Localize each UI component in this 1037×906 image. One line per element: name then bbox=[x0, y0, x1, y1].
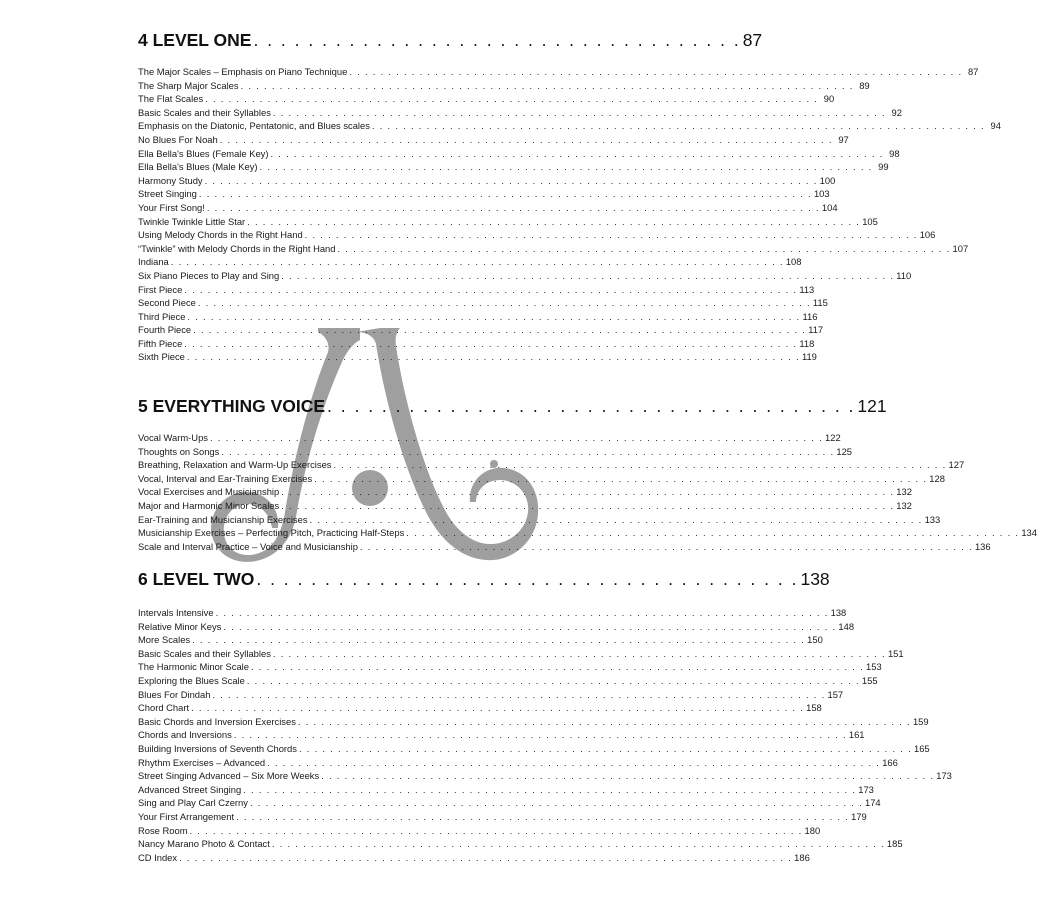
dot-leader: . . . . . . . . . . . . . . . . . . . . . . . . . . . . . . . . . . . . bbox=[253, 30, 741, 50]
entry-page-number: 180 bbox=[804, 824, 821, 836]
toc-entry bbox=[138, 458, 965, 472]
entry-page-number: 155 bbox=[861, 674, 878, 686]
entry-title: Sixth Piece bbox=[138, 351, 185, 363]
entry-page-number: 157 bbox=[827, 688, 844, 700]
entry-title: Street Singing Advanced – Six More Weeks bbox=[138, 770, 320, 782]
toc-entry bbox=[138, 92, 835, 106]
entry-title: Rhythm Exercises – Advanced bbox=[138, 756, 266, 768]
dot-leader: . . . . . . . . . . . . . . . . . . . . . . . . . . . . . . . . . . . . . . . bbox=[327, 396, 856, 416]
toc-entry bbox=[138, 810, 867, 824]
entry-title: Relative Minor Keys bbox=[138, 620, 222, 632]
dot-leader: . . . . . . . . . . . . . . . . . . . . . . . . . . . . . . . . . . . . . . . . . . . . . . . . . . . . . . . . . . . . . . . . . . . . . . . . . . . . . . . bbox=[205, 93, 819, 105]
toc-entry bbox=[138, 796, 881, 810]
entry-page-number: 148 bbox=[838, 620, 855, 632]
dot-leader: . . . . . . . . . . . . . . . . . . . . . . . . . . . . . . . . . . . . . . . . . . . . . . . . . . . . . . . . . . . . . . . . . . . . . . . . . . . . . . . bbox=[197, 297, 811, 309]
dot-leader: . . . . . . . . . . . . . . . . . . . . . . . . . . . . . . . . . . . . . . . . . . . . . . . . . . . . . . . . . . . . . . . . . . . . . . . . . . . . . . . bbox=[219, 133, 833, 145]
toc-entry bbox=[138, 242, 969, 256]
toc-entry bbox=[138, 119, 1001, 133]
entry-title: The Harmonic Minor Scale bbox=[138, 661, 249, 673]
entry-page-number: 136 bbox=[974, 540, 991, 552]
entry-title: Thoughts on Songs bbox=[138, 445, 220, 457]
dot-leader: . . . . . . . . . . . . . . . . . . . . . . . . . . . . . . . . . . . . . . . . . . . . . . . . . . . . . . . . . . . . . . . . . . . . . . . . . . . . . . . bbox=[209, 432, 824, 443]
dot-leader: . . . . . . . . . . . . . . . . . . . . . . . . . . . . . . . . . . . . . . . . . . . . . . . . . . . . . . . . . . . . . . . . . . . . . . . . . . . . . . . bbox=[240, 79, 854, 91]
dot-leader: . . . . . . . . . . . . . . . . . . . . . . . . . . . . . . . . . . . . . . . . . . . . . . . . . . . . . . . . . . . . . . . . . . . . . . . . . . . . . . . bbox=[246, 674, 860, 686]
entry-page-number: 116 bbox=[802, 310, 818, 322]
chapter-heading bbox=[138, 396, 887, 416]
dot-leader: . . . . . . . . . . . . . . . . . . . . . . . . . . . . . . . . . . . . . . . . . . . . . . . . . . . . . . . . . . . . . . . . . . . . . . . . . . . . . . . bbox=[186, 351, 800, 363]
toc-entry bbox=[138, 620, 855, 634]
entry-page-number: 99 bbox=[878, 161, 889, 173]
toc-entry bbox=[138, 728, 865, 742]
entry-title: “Twinkle” with Melody Chords in the Right Hand bbox=[138, 242, 336, 254]
entry-title: The Major Scales – Emphasis on Piano Technique bbox=[138, 66, 348, 77]
entry-page-number: 138 bbox=[830, 607, 847, 618]
entry-page-number: 94 bbox=[990, 120, 1001, 132]
entry-title: CD Index bbox=[138, 851, 178, 863]
entry-page-number: 132 bbox=[896, 499, 912, 511]
toc-entry bbox=[138, 715, 929, 729]
entry-title: Chords and Inversions bbox=[138, 729, 232, 741]
dot-leader: . . . . . . . . . . . . . . . . . . . . . . . . . . . . . . . . . . . . . . . . . . . . . . . . . . . . . . . . . . . . . . . . . . . . . . . . . . . . . . . bbox=[298, 742, 912, 754]
toc-entry bbox=[138, 633, 823, 647]
entry-title: First Piece bbox=[138, 283, 183, 295]
entry-title: Basic Chords and Inversion Exercises bbox=[138, 715, 296, 727]
entry-title: Chord Chart bbox=[138, 702, 190, 714]
toc-entry bbox=[138, 606, 847, 620]
entry-page-number: 89 bbox=[859, 79, 870, 91]
toc-entry bbox=[138, 187, 830, 201]
dot-leader: . . . . . . . . . . . . . . . . . . . . . . . . . . . . . . . . . . . . . . . . . . . . . . . . . . . . . . . . . . . . . . . . . . . . . . . . . . . . . . . bbox=[193, 324, 807, 336]
chapter-4-section bbox=[138, 30, 1001, 364]
entry-page-number: 106 bbox=[919, 229, 936, 241]
toc-entry bbox=[138, 269, 912, 283]
entry-title: More Scales bbox=[138, 634, 191, 646]
toc-entry bbox=[138, 106, 902, 120]
toc-entry bbox=[138, 215, 878, 229]
chapter-page-number: 87 bbox=[742, 30, 763, 50]
toc-entry bbox=[138, 174, 836, 188]
dot-leader: . . . . . . . . . . . . . . . . . . . . . . . . . . . . . . . . . . . . . . . . . . . . . . . . . . . . . . . . . . . . . . . . . . . . . . . . . . . . . . . bbox=[198, 188, 812, 200]
entry-page-number: 98 bbox=[889, 147, 900, 159]
entry-title: Fifth Piece bbox=[138, 337, 183, 349]
chapter-page-number: 138 bbox=[800, 569, 830, 589]
dot-leader: . . . . . . . . . . . . . . . . . . . . . . . . . . . . . . . . . . . . . . . . . . . . . . . . . . . . . . . . . . . . . . . . . . . . . . . . . . . . . . . bbox=[333, 459, 947, 471]
toc-entry bbox=[138, 674, 878, 688]
chapter-5-entries bbox=[138, 431, 1037, 553]
toc-entry bbox=[138, 160, 889, 174]
dot-leader: . . . . . . . . . . . . . . . . . . . . . . . . . . . . . . . . . . . . . . . . . . . . . . . . . . . . . . . . . . . . . . . . . . . . . . . . . . . . . . . bbox=[236, 810, 850, 822]
entry-title: Vocal Exercises and Musicianship bbox=[138, 486, 280, 498]
toc-entry bbox=[138, 701, 822, 715]
chapter-6-section bbox=[138, 569, 952, 864]
toc-entry bbox=[138, 824, 821, 838]
chapter-page-number: 121 bbox=[857, 396, 887, 416]
entry-page-number: 113 bbox=[799, 283, 815, 295]
entry-page-number: 174 bbox=[865, 797, 881, 809]
entry-title: Building Inversions of Seventh Chords bbox=[138, 742, 297, 754]
entry-page-number: 186 bbox=[794, 851, 810, 863]
entry-page-number: 92 bbox=[891, 106, 902, 118]
entry-page-number: 185 bbox=[886, 838, 903, 850]
entry-page-number: 97 bbox=[838, 133, 849, 145]
dot-leader: . . . . . . . . . . . . . . . . . . . . . . . . . . . . . . . . . . . . . . . . . . . . . . . . . . . . . . . . . . . . . . . . . . . . . . . . . . . . . . . bbox=[243, 783, 857, 795]
dot-leader: . . . . . . . . . . . . . . . . . . . . . . . . . . . . . . . . . . . . . . . . . . . . . . . . . . . . . . . . . . . . . . . . . . . . . . . . . . . . . . . bbox=[233, 729, 847, 741]
entry-title: Ella Bella's Blues (Female Key) bbox=[138, 147, 269, 159]
entry-page-number: 118 bbox=[799, 337, 815, 349]
entry-page-number: 134 bbox=[1021, 527, 1037, 539]
dot-leader: . . . . . . . . . . . . . . . . . . . . . . . . . . . . . . . . . . . . . . . . . . . . . . . . . . . . . . . . . . . . . . . . . . . . . . . . . . . . . . . bbox=[189, 824, 803, 836]
dot-leader: . . . . . . . . . . . . . . . . . . . . . . . . . . . . . . . . . . . . . . . . . . . . . . . . . . . . . . . . . . . . . . . . . . . . . . . . . . . . . . . bbox=[304, 229, 918, 241]
entry-title: Sing and Play Carl Czerny bbox=[138, 797, 248, 809]
entry-title: The Flat Scales bbox=[138, 93, 204, 105]
entry-title: Musicianship Exercises – Perfecting Pitch, Practicing Half-Steps bbox=[138, 527, 405, 539]
entry-title: Ear-Training and Musicianship Exercises bbox=[138, 513, 308, 525]
toc-entry bbox=[138, 540, 991, 554]
toc-entry bbox=[138, 756, 898, 770]
toc-entry bbox=[138, 851, 810, 865]
toc-entry bbox=[138, 296, 828, 310]
chapter-title: 5 EVERYTHING VOICE bbox=[138, 396, 326, 416]
dot-leader: . . . . . . . . . . . . . . . . . . . . . . . . . . . . . . . . . . . . . . . . . . . . . . . . . . . . . . . . . . . . . . . . . . . . . . . . . . . . . . . bbox=[314, 472, 928, 484]
entry-page-number: 103 bbox=[813, 188, 830, 200]
entry-page-number: 87 bbox=[967, 66, 979, 77]
entry-page-number: 104 bbox=[821, 201, 838, 213]
dot-leader: . . . . . . . . . . . . . . . . . . . . . . . . . . . . . . . . . . . . . . . . . . . . . . . . . . . . . . . . . . . . . . . . . . . . . . . . . . . . . . . bbox=[247, 215, 861, 227]
toc-entry bbox=[138, 255, 802, 269]
entry-title: Fourth Piece bbox=[138, 324, 192, 336]
dot-leader: . . . . . . . . . . . . . . . . . . . . . . . . . . . . . . . . . . . . . . . . . . . . . . . . . . . . . . . . . . . . . . . . . . . . . . . . . . . . . . . bbox=[179, 851, 793, 863]
toc-entry bbox=[138, 837, 903, 851]
entry-title: Street Singing bbox=[138, 188, 197, 200]
entry-page-number: 166 bbox=[882, 756, 898, 768]
dot-leader: . . . . . . . . . . . . . . . . . . . . . . . . . . . . . . . . . . . . . . . . . . . . . . . . . . . . . . . . . . . . . . . . . . . . . . . . . . . . . . . bbox=[249, 797, 863, 809]
dot-leader: . . . . . . . . . . . . . . . . . . . . . . . . . . . . . . . . . . . . . . . . . . . . . . . . . . . . . . . . . . . . . . . . . . . . . . . . . . . . . . . bbox=[371, 120, 985, 132]
dot-leader: . . . . . . . . . . . . . . . . . . . . . . . . . . . . . . . . . . . . . . . . . . . . . . . . . . . . . . . . . . . . . . . . . . . . . . . . . . . . . . . bbox=[215, 607, 829, 618]
dot-leader: . . . . . . . . . . . . . . . . . . . . . . . . . . . . . . . . . . . . . . . . . . . . . . . . . . . . . . . . . . . . . . . . . . . . . . . . . . . . . . . bbox=[187, 310, 801, 322]
dot-leader: . . . . . . . . . . . . . . . . . . . . . . . . . . . . . . . . . . . . . . . . . . . . . . . . . . . . . . . . . . . . . . . . . . . . . . . . . . . . . . . bbox=[221, 445, 835, 457]
entry-title: Basic Scales and their Syllables bbox=[138, 106, 271, 118]
entry-title: Breathing, Relaxation and Warm-Up Exercises bbox=[138, 459, 332, 471]
entry-title: Indiana bbox=[138, 256, 169, 268]
chapter-heading bbox=[138, 30, 763, 50]
dot-leader: . . . . . . . . . . . . . . . . . . . . . . . . . . . . . . . . . . . . . . . . . . . . . . . . . . . . . . . . . . . . . . . . . . . . . . . . . . . . . . . bbox=[223, 620, 837, 632]
entry-title: Advanced Street Singing bbox=[138, 783, 242, 795]
entry-title: Vocal Warm-Ups bbox=[138, 432, 208, 443]
toc-entry bbox=[138, 526, 1037, 540]
toc-entry bbox=[138, 769, 952, 783]
toc-entry bbox=[138, 310, 818, 324]
dot-leader: . . . . . . . . . . . . . . . . . . . . . . . . . . . . . . . . . . . . . . . . . . . . . . . . . . . . . . . . . . . . . . . . . . . . . . . . . . . . . . . bbox=[259, 161, 873, 173]
dot-leader: . . . . . . . . . . . . . . . . . . . . . . . . . . . . . . . . . . . . . . . . . . . . . . . . . . . . . . . . . . . . . . . . . . . . . . . . . . . . . . . bbox=[272, 106, 886, 118]
entry-title: Nancy Marano Photo & Contact bbox=[138, 838, 270, 850]
toc-entry bbox=[138, 431, 841, 445]
entry-title: Using Melody Chords in the Right Hand bbox=[138, 229, 303, 241]
entry-page-number: 132 bbox=[896, 486, 912, 498]
dot-leader: . . . . . . . . . . . . . . . . . . . . . . . . . . . . . . . . . . . . . . . . . . . . . . . . . . . . . . . . . . . . . . . . . . . . . . . . . . . . . . . bbox=[212, 688, 826, 700]
chapter-heading bbox=[138, 569, 830, 589]
entry-page-number: 125 bbox=[836, 445, 853, 457]
toc-entry bbox=[138, 742, 930, 756]
entry-title: Twinkle Twinkle Little Star bbox=[138, 215, 246, 227]
entry-title: Second Piece bbox=[138, 297, 196, 309]
toc-entry bbox=[138, 201, 838, 215]
dot-leader: . . . . . . . . . . . . . . . . . . . . . . . . . . . . . . . . . . . . . . . . . . . . . . . . . . . . . . . . . . . . . . . . . . . . . . . . . . . . . . . bbox=[281, 269, 895, 281]
toc-entry bbox=[138, 337, 815, 351]
toc-entry bbox=[138, 147, 900, 161]
dot-leader: . . . . . . . . . . . . . . . . . . . . . . . . . . . . . . . . . . . . . . . . . . . . . . . . . . . . . . . . . . . . . . . . . . . . . . . . . . . . . . . bbox=[206, 201, 820, 213]
toc-entry bbox=[138, 79, 870, 93]
toc-entry bbox=[138, 65, 979, 79]
entry-page-number: 115 bbox=[812, 297, 828, 309]
dot-leader: . . . . . . . . . . . . . . . . . . . . . . . . . . . . . . . . . . . . . . . . . . . . . . . . . . . . . . . . . . . . . . . . . . . . . . . . . . . . . . . bbox=[250, 661, 865, 673]
entry-page-number: 105 bbox=[862, 215, 878, 227]
dot-leader: . . . . . . . . . . . . . . . . . . . . . . . . . . . . . . . . . . . . . . . . . . . . . . . . . . . . . . . . . . . . . . . . . . . . . . . . . . . . . . . bbox=[191, 702, 805, 714]
dot-leader: . . . . . . . . . . . . . . . . . . . . . . . . . . . . . . . . . . . . . . . . . . . . . . . . . . . . . . . . . . . . . . . . . . . . . . . . . . . . . . . bbox=[192, 634, 806, 646]
entry-page-number: 150 bbox=[807, 634, 823, 646]
toc-entry bbox=[138, 283, 815, 297]
entry-page-number: 100 bbox=[819, 174, 836, 186]
entry-page-number: 159 bbox=[912, 715, 929, 727]
entry-page-number: 108 bbox=[785, 256, 802, 268]
dot-leader: . . . . . . . . . . . . . . . . . . . . . . . . . . . . . . . . . . . . . . . . . . . . . . . . . . . . . . . . . . . . . . . . . . . . . . . . . . . . . . . bbox=[184, 283, 798, 295]
dot-leader: . . . . . . . . . . . . . . . . . . . . . . . . . . . . . . . . . . . . . . . . . . . . . . . . . . . . . . . . . . . . . . . . . . . . . . . . . . . . . . . bbox=[272, 647, 886, 659]
entry-title: Third Piece bbox=[138, 310, 186, 322]
chapter-title: 4 LEVEL ONE bbox=[138, 30, 252, 50]
entry-title: Vocal, Interval and Ear-Training Exercises bbox=[138, 472, 313, 484]
entry-title: Ella Bella's Blues (Male Key) bbox=[138, 161, 258, 173]
toc-entry bbox=[138, 445, 853, 459]
entry-page-number: 110 bbox=[896, 269, 912, 281]
entry-page-number: 153 bbox=[866, 661, 882, 673]
entry-page-number: 158 bbox=[806, 702, 822, 714]
entry-page-number: 127 bbox=[948, 459, 965, 471]
entry-title: The Sharp Major Scales bbox=[138, 79, 239, 91]
entry-title: Exploring the Blues Scale bbox=[138, 674, 245, 686]
entry-page-number: 119 bbox=[801, 351, 817, 363]
entry-page-number: 179 bbox=[851, 810, 867, 822]
entry-page-number: 117 bbox=[808, 324, 824, 336]
toc-entry bbox=[138, 513, 941, 527]
toc-entry bbox=[138, 647, 904, 661]
toc-entry bbox=[138, 688, 844, 702]
chapter-6-entries bbox=[138, 606, 952, 864]
chapter-5-section bbox=[138, 396, 1037, 553]
entry-title: Major and Harmonic Minor Scales bbox=[138, 499, 280, 511]
dot-leader: . . . . . . . . . . . . . . . . . . . . . . . . . . . . . . . . . . . . . . . . . . . . . . . . . . . . . . . . . . . . . . . . . . . . . . . . . . . . . . . bbox=[281, 499, 895, 511]
entry-page-number: 122 bbox=[825, 432, 841, 443]
toc-entry bbox=[138, 350, 817, 364]
entry-page-number: 107 bbox=[952, 242, 969, 254]
dot-leader: . . . . . . . . . . . . . . . . . . . . . . . . . . . . . . . . . . . . . . . . bbox=[256, 569, 799, 589]
entry-page-number: 90 bbox=[823, 93, 835, 105]
entry-title: Basic Scales and their Syllables bbox=[138, 647, 271, 659]
entry-title: Your First Song! bbox=[138, 201, 205, 213]
toc-entry bbox=[138, 660, 882, 674]
dot-leader: . . . . . . . . . . . . . . . . . . . . . . . . . . . . . . . . . . . . . . . . . . . . . . . . . . . . . . . . . . . . . . . . . . . . . . . . . . . . . . . bbox=[270, 147, 884, 159]
dot-leader: . . . . . . . . . . . . . . . . . . . . . . . . . . . . . . . . . . . . . . . . . . . . . . . . . . . . . . . . . . . . . . . . . . . . . . . . . . . . . . . bbox=[309, 513, 923, 525]
entry-page-number: 151 bbox=[887, 647, 904, 659]
dot-leader: . . . . . . . . . . . . . . . . . . . . . . . . . . . . . . . . . . . . . . . . . . . . . . . . . . . . . . . . . . . . . . . . . . . . . . . . . . . . . . . bbox=[281, 486, 895, 498]
entry-page-number: 128 bbox=[929, 472, 945, 484]
dot-leader: . . . . . . . . . . . . . . . . . . . . . . . . . . . . . . . . . . . . . . . . . . . . . . . . . . . . . . . . . . . . . . . . . . . . . . . . . . . . . . . bbox=[170, 256, 784, 268]
toc-entry bbox=[138, 133, 849, 147]
entry-title: Scale and Interval Practice – Voice and Musicianship bbox=[138, 540, 358, 552]
entry-title: Blues For Dindah bbox=[138, 688, 211, 700]
toc-entry bbox=[138, 228, 936, 242]
entry-title: Intervals Intensive bbox=[138, 607, 214, 618]
toc-entry bbox=[138, 323, 824, 337]
toc-entry bbox=[138, 485, 912, 499]
dot-leader: . . . . . . . . . . . . . . . . . . . . . . . . . . . . . . . . . . . . . . . . . . . . . . . . . . . . . . . . . . . . . . . . . . . . . . . . . . . . . . . bbox=[359, 540, 973, 552]
entry-title: No Blues For Noah bbox=[138, 133, 218, 145]
entry-page-number: 173 bbox=[858, 783, 874, 795]
dot-leader: . . . . . . . . . . . . . . . . . . . . . . . . . . . . . . . . . . . . . . . . . . . . . . . . . . . . . . . . . . . . . . . . . . . . . . . . . . . . . . . bbox=[321, 770, 935, 782]
entry-page-number: 133 bbox=[924, 513, 941, 525]
dot-leader: . . . . . . . . . . . . . . . . . . . . . . . . . . . . . . . . . . . . . . . . . . . . . . . . . . . . . . . . . . . . . . . . . . . . . . . . . . . . . . . bbox=[406, 527, 1020, 539]
toc-entry bbox=[138, 499, 912, 513]
entry-page-number: 165 bbox=[914, 742, 930, 754]
entry-title: Your First Arrangement bbox=[138, 810, 235, 822]
chapter-4-entries bbox=[138, 65, 1001, 364]
entry-title: Rose Room bbox=[138, 824, 188, 836]
entry-page-number: 173 bbox=[936, 770, 952, 782]
entry-title: Emphasis on the Diatonic, Pentatonic, and Blues scales bbox=[138, 120, 370, 132]
dot-leader: . . . . . . . . . . . . . . . . . . . . . . . . . . . . . . . . . . . . . . . . . . . . . . . . . . . . . . . . . . . . . . . . . . . . . . . . . . . . . . . bbox=[267, 756, 881, 768]
entry-page-number: 161 bbox=[848, 729, 865, 741]
dot-leader: . . . . . . . . . . . . . . . . . . . . . . . . . . . . . . . . . . . . . . . . . . . . . . . . . . . . . . . . . . . . . . . . . . . . . . . . . . . . . . . bbox=[204, 174, 818, 186]
dot-leader: . . . . . . . . . . . . . . . . . . . . . . . . . . . . . . . . . . . . . . . . . . . . . . . . . . . . . . . . . . . . . . . . . . . . . . . . . . . . . . . bbox=[349, 66, 963, 77]
dot-leader: . . . . . . . . . . . . . . . . . . . . . . . . . . . . . . . . . . . . . . . . . . . . . . . . . . . . . . . . . . . . . . . . . . . . . . . . . . . . . . . bbox=[271, 838, 885, 850]
entry-title: Six Piano Pieces to Play and Sing bbox=[138, 269, 280, 281]
toc-entry bbox=[138, 472, 945, 486]
chapter-title: 6 LEVEL TWO bbox=[138, 569, 255, 589]
dot-leader: . . . . . . . . . . . . . . . . . . . . . . . . . . . . . . . . . . . . . . . . . . . . . . . . . . . . . . . . . . . . . . . . . . . . . . . . . . . . . . . bbox=[297, 715, 911, 727]
dot-leader: . . . . . . . . . . . . . . . . . . . . . . . . . . . . . . . . . . . . . . . . . . . . . . . . . . . . . . . . . . . . . . . . . . . . . . . . . . . . . . . bbox=[184, 337, 798, 349]
toc-entry bbox=[138, 783, 874, 797]
entry-title: Harmony Study bbox=[138, 174, 203, 186]
dot-leader: . . . . . . . . . . . . . . . . . . . . . . . . . . . . . . . . . . . . . . . . . . . . . . . . . . . . . . . . . . . . . . . . . . . . . . . . . . . . . . . bbox=[337, 242, 951, 254]
